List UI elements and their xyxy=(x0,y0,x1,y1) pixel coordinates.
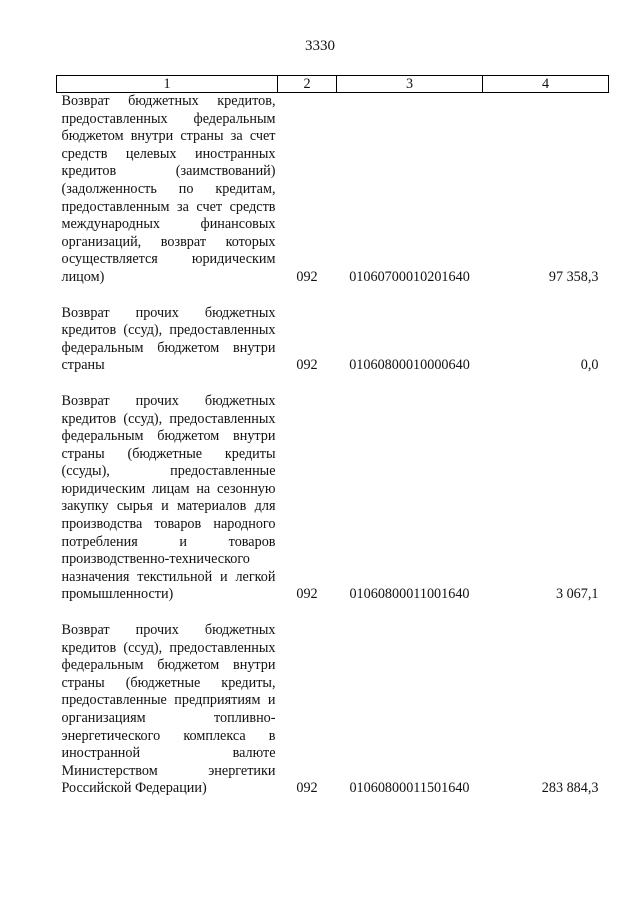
row-classification-code: 01060800010000640 xyxy=(349,357,470,374)
header-col-1: 1 xyxy=(57,76,278,93)
page-number: 3330 xyxy=(305,38,335,54)
row-admin-code: 092 xyxy=(296,780,318,797)
table-row xyxy=(57,93,609,305)
row-classification-code: 01060800011001640 xyxy=(349,586,470,603)
row-admin-code: 092 xyxy=(296,357,318,374)
row-admin-code: 092 xyxy=(296,268,318,285)
row-classification-code: 01060800011501640 xyxy=(349,780,470,797)
row-description: Возврат прочих бюджетных кредитов (ссуд), предоставленных федеральным бюджетом внутри страны (бюджетные кредиты, предоставленные предприятиям и организациям топливно-энергетического комплекса в иностранной валюте Министерством энергетики Российской Федерации) xyxy=(61,622,276,797)
row-classification-code: 01060700010201640 xyxy=(349,268,470,285)
table-row xyxy=(57,305,609,393)
header-col-4: 4 xyxy=(483,76,609,93)
row-admin-code: 092 xyxy=(296,586,318,603)
row-amount: 3 067,1 xyxy=(555,586,599,603)
row-description: Возврат бюджетных кредитов, предоставленных федеральным бюджетом внутри страны за счет средств целевых иностранных кредитов (заимствований) (задолженность по кредитам, предоставленным за счет средств международных финансовых организаций, возврат которых осуществляется юридическим лицом) xyxy=(61,93,276,285)
row-description: Возврат прочих бюджетных кредитов (ссуд), предоставленных федеральным бюджетом внутри страны (бюджетные кредиты (ссуды), предоставленные юридическим лицам на сезонную закупку сырья и материалов для производства товаров народного потребления и товаров производственно-технического назначения текстильной и легкой промышленности) xyxy=(61,392,276,603)
header-col-3: 3 xyxy=(337,76,483,93)
header-col-2: 2 xyxy=(278,76,337,93)
table-row xyxy=(57,622,609,816)
budget-table xyxy=(56,75,609,816)
row-amount: 283 884,3 xyxy=(541,780,599,797)
table-header xyxy=(57,76,609,93)
table-row xyxy=(57,393,609,622)
row-description: Возврат прочих бюджетных кредитов (ссуд), предоставленных федеральным бюджетом внутри страны xyxy=(61,304,276,374)
row-amount: 0,0 xyxy=(580,357,599,374)
row-amount: 97 358,3 xyxy=(548,268,599,285)
